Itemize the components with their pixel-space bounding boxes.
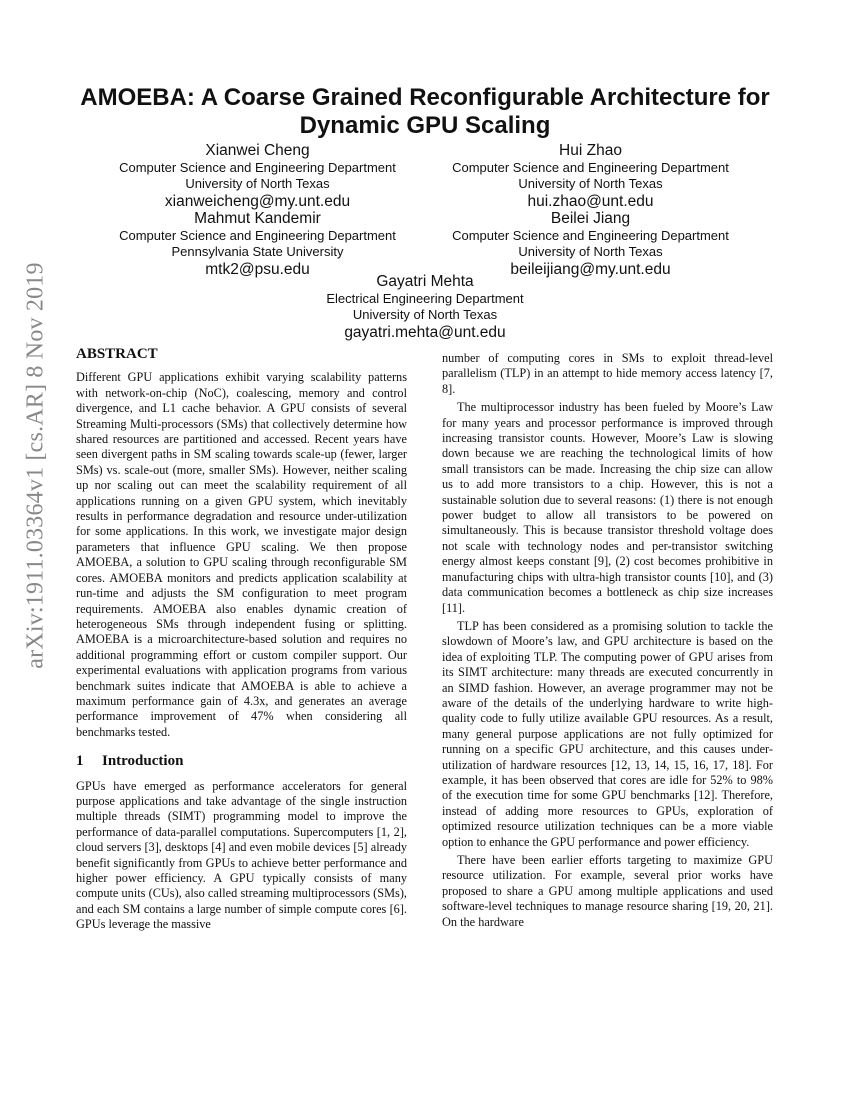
paragraph: The multiprocessor industry has been fueled by Moore’s Law for many years and processor performance is improved through increasing transistor counts. However, Moore’s Law is slowing down because we are reaching the technological limits of how small transistors can be made. Increasing the chip size can allow us to add more transistors to a chip. However, this is not a sustainable solution due to several reasons: (1) there is not enough power budget to allow all transistors to be powered on simultaneously. This is because transistor threshold voltage does not scale with technology nodes and per-transistor switching energy almost keeps constant [9], (2) cost becomes prohibitive in manufacturing chips with ultra-high transistor counts [10], and (3) data communication becomes a bottleneck as chip size increases [11]. [442,400,773,615]
author-block [100,141,415,211]
author-name: Hui Zhao [559,142,622,159]
arxiv-stamp [6,255,66,675]
author-block [433,209,748,279]
section-heading [76,754,407,769]
author-email: gayatri.mehta@unt.edu [344,324,506,341]
author-name: Gayatri Mehta [376,273,474,290]
author-block [240,272,610,342]
section-title: Introduction [102,753,184,770]
author-email: hui.zhao@unt.edu [527,193,654,210]
left-column [76,347,407,933]
paragraph: There have been earlier efforts targeting to maximize GPU resource utilization. For example, several prior works have proposed to share a GPU among multiple applications and used software-level techniques to manage resource sharing [19, 20, 21]. On the hardware [442,853,773,929]
author-email: beileijiang@my.unt.edu [510,261,671,278]
author-email: mtk2@psu.edu [205,261,310,278]
author-block [100,209,415,279]
paragraph: GPUs have emerged as performance accelerators for general purpose applications and take advantage of the single instruction multiple threads (SIMT) programming model to improve the performance of data-parallel computations. Supercomputers [1, 2], cloud servers [3], desktops [4] and even mobile devices [5] already benefit significantly from GPUs to achieve better performance and higher power efficiency. A GPU typically consists of many compute units (CUs), also called streaming multiprocessors (SMs), and each SM contains a large number of simple compute cores [6]. GPUs leverage the massive [76,778,407,932]
author-affiliation: Computer Science and Engineering Department [452,228,729,243]
author-institution: University of North Texas [518,176,663,191]
author-name: Xianwei Cheng [205,142,310,159]
author-email: xianweicheng@my.unt.edu [164,193,351,210]
abstract-heading: ABSTRACT [76,346,158,362]
author-block [433,141,748,211]
author-institution: Pennsylvania State University [171,244,344,259]
author-affiliation: Computer Science and Engineering Department [119,160,396,175]
section-number: 1 [76,753,84,770]
author-affiliation: Electrical Engineering Department [326,291,524,306]
abstract-text: Different GPU applications exhibit varying scalability patterns with network-on-chip (NoC), coalescing, memory and control divergence, and L1 cache behavior. A GPU consists of several Streaming Multi-processors (SMs) that collectively determine how shared resources are partitioned and accessed. Recent years have seen divergent paths in SM scaling towards scale-up (fewer, larger SMs) vs. scale-out (more, smaller SMs). However, neither scaling up nor scaling out can meet the scalability requirement of all applications running on a given GPU system, which inevitably results in performance degradation and resource under-utilization for some applications. In this work, we investigate major design parameters that influence GPU scaling. We then propose AMOEBA, a solution to GPU scaling through reconfigurable SM cores. AMOEBA monitors and predicts application scalability at run-time and adjusts the SM configuration to meet program requirements. AMOEBA also enables dynamic creation of heterogeneous SMs through independent fusing or splitting. AMOEBA is a microarchitecture-based solution and requires no additional programming effort or custom compiler support. Our experimental evaluations with application programs from various benchmark suites indicate that AMOEBA is able to achieve a maximum performance gain of 4.3x, and generates an average performance improvement of 47% when considering all benchmarks tested. [76,370,407,739]
arxiv-stamp-text: arXiv:1911.03364v1 [cs.AR] 8 Nov 2019 [22,261,49,669]
paragraph: TLP has been considered as a promising solution to tackle the slowdown of Moore’s law, and GPU architecture is based on the idea of exploiting TLP. The computing power of GPU arises from its SIMT architecture: many threads are executed concurrently in an SIMD fashion. However, an average programmer may not be aware of the details of the underlying hardware to write high-quality code to fully utilize available GPU resources. As a result, many general purpose applications are not fully optimized for running on a specific GPU architecture, and this causes under-utilization of hardware resources [12, 13, 14, 15, 16, 17, 18]. For example, it has been observed that cores are idle for 52% to 98% of the execution time for some GPU benchmarks [12]. Therefore, instead of adding more resources to GPUs, exploration of optimized resource utilization techniques can be a more viable option to enhance the GPU performance and power efficiency. [442,618,773,849]
paragraph: number of computing cores in SMs to exploit thread-level parallelism (TLP) in an attempt to hide memory access latency [7, 8]. [442,351,773,396]
right-column [442,351,773,930]
author-institution: University of North Texas [352,307,498,322]
author-name: Mahmut Kandemir [194,210,321,227]
author-institution: University of North Texas [185,176,330,191]
paper-title: AMOEBA: A Coarse Grained Reconfigurable Architecture for Dynamic GPU Scaling [80,84,770,139]
author-name: Beilei Jiang [550,210,631,227]
author-institution: University of North Texas [518,244,663,259]
author-affiliation: Computer Science and Engineering Department [452,160,729,175]
author-affiliation: Computer Science and Engineering Department [119,228,396,243]
